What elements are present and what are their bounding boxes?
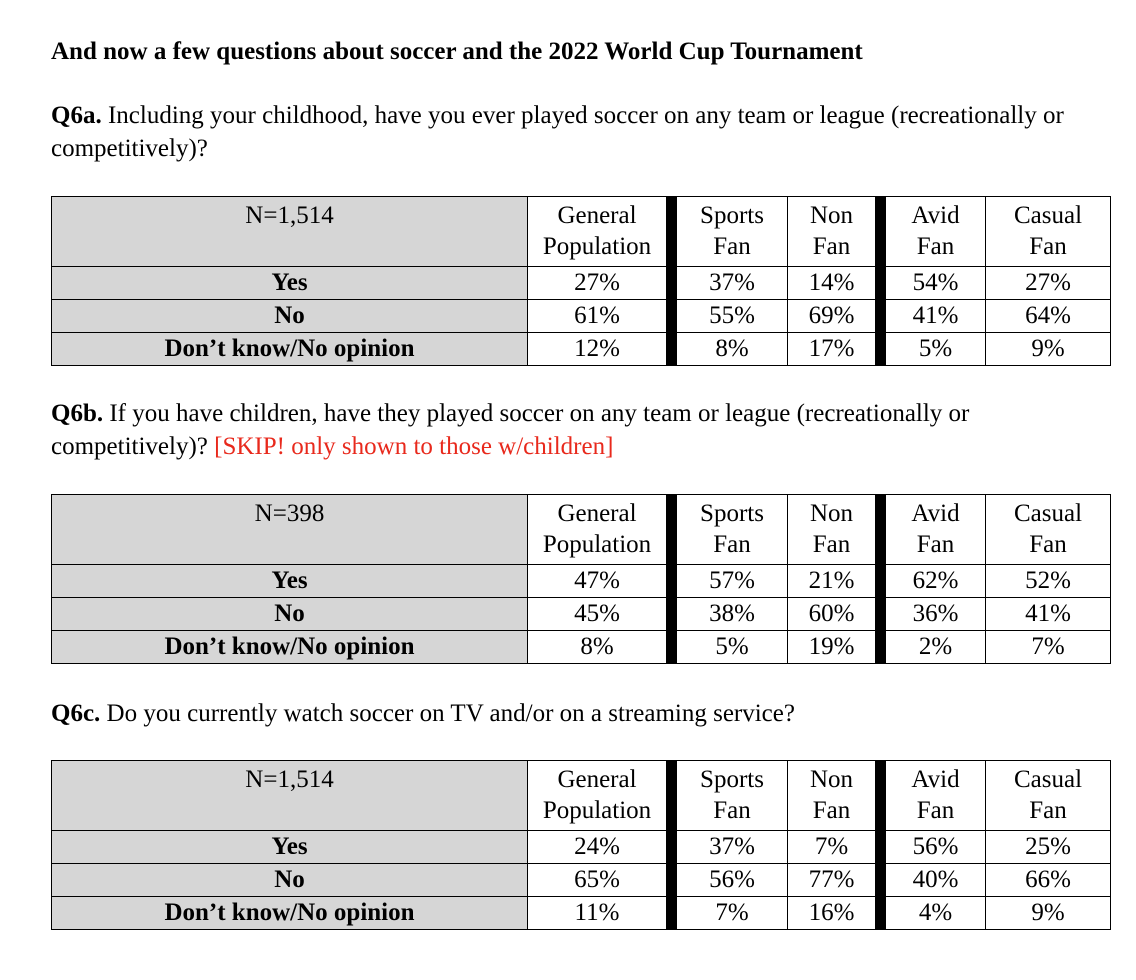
row-label: Don’t know/No opinion <box>52 897 528 930</box>
cell-value: 9% <box>986 333 1111 366</box>
column-header-general-population <box>528 761 672 831</box>
cell-value: 77% <box>788 864 881 897</box>
question-number: Q6b. <box>51 400 104 427</box>
column-header-line: General <box>557 766 637 793</box>
cell-value: 24% <box>528 831 672 864</box>
cell-value: 17% <box>788 333 881 366</box>
cell-value: 64% <box>986 300 1111 333</box>
cell-value: 65% <box>528 864 672 897</box>
column-header-line: General <box>557 500 637 527</box>
cell-value: 27% <box>528 267 672 300</box>
column-header-general-population <box>528 197 672 267</box>
row-label: Don’t know/No opinion <box>52 333 528 366</box>
cell-value: 25% <box>986 831 1111 864</box>
column-header-line: Sports <box>700 202 764 229</box>
question-q6a <box>51 99 1111 165</box>
cell-value: 69% <box>788 300 881 333</box>
column-header-line: Casual <box>1013 500 1083 527</box>
question-number: Q6c. <box>51 700 101 727</box>
column-header-line: Non <box>809 202 854 229</box>
cell-value: 4% <box>881 897 986 930</box>
results-table-q6c <box>51 760 1111 930</box>
cell-value: 57% <box>672 565 788 598</box>
cell-value: 45% <box>528 598 672 631</box>
row-label: No <box>52 864 528 897</box>
cell-value: 7% <box>986 631 1111 664</box>
column-header-line: Fan <box>713 531 751 558</box>
table-header-row <box>52 761 1111 831</box>
table-row-no <box>52 598 1111 631</box>
column-header-line: Population <box>542 531 652 558</box>
column-header-line: Fan <box>916 797 955 824</box>
cell-value: 19% <box>788 631 881 664</box>
results-table-q6a <box>51 196 1111 366</box>
column-header-line: Fan <box>713 797 751 824</box>
cell-value: 56% <box>881 831 986 864</box>
cell-value: 27% <box>986 267 1111 300</box>
column-header-line: Fan <box>713 233 751 260</box>
column-header-general-population <box>528 495 672 565</box>
cell-value: 21% <box>788 565 881 598</box>
column-header-line: Avid <box>911 202 960 229</box>
column-header-sports-fan <box>672 761 788 831</box>
column-header-line: Sports <box>700 766 764 793</box>
column-header-line: Fan <box>1029 797 1067 824</box>
table-row-yes <box>52 565 1111 598</box>
row-label: No <box>52 598 528 631</box>
cell-value: 47% <box>528 565 672 598</box>
column-header-line: Population <box>542 797 652 824</box>
table-row-no <box>52 300 1111 333</box>
column-header-line: Fan <box>812 531 851 558</box>
cell-value: 60% <box>788 598 881 631</box>
column-header-line: General <box>557 202 637 229</box>
column-header-line: Population <box>542 233 652 260</box>
column-header-sports-fan <box>672 495 788 565</box>
column-header-casual-fan <box>986 761 1111 831</box>
question-q6b <box>51 397 1111 463</box>
results-table-q6b <box>51 494 1111 664</box>
column-header-line: Casual <box>1013 202 1083 229</box>
page-heading: And now a few questions about soccer and the 2022 World Cup Tournament <box>51 38 863 65</box>
column-header-line: Fan <box>812 797 851 824</box>
row-label: Don’t know/No opinion <box>52 631 528 664</box>
cell-value: 62% <box>881 565 986 598</box>
cell-value: 38% <box>672 598 788 631</box>
question-text: Including your childhood, have you ever played soccer on any team or league (recreationally or competitively)? <box>51 102 1064 162</box>
cell-value: 41% <box>881 300 986 333</box>
cell-value: 12% <box>528 333 672 366</box>
table-row-yes <box>52 267 1111 300</box>
question-text: Do you currently watch soccer on TV and/or on a streaming service? <box>100 700 795 727</box>
cell-value: 56% <box>672 864 788 897</box>
column-header-sports-fan <box>672 197 788 267</box>
cell-value: 54% <box>881 267 986 300</box>
table-header-row <box>52 197 1111 267</box>
sample-size-label: N=1,514 <box>52 761 528 831</box>
question-q6c <box>51 697 1111 730</box>
column-header-casual-fan <box>986 197 1111 267</box>
column-header-line: Avid <box>911 766 960 793</box>
cell-value: 7% <box>788 831 881 864</box>
column-header-casual-fan <box>986 495 1111 565</box>
cell-value: 55% <box>672 300 788 333</box>
cell-value: 37% <box>672 267 788 300</box>
row-label: Yes <box>52 831 528 864</box>
row-label: Yes <box>52 267 528 300</box>
cell-value: 2% <box>881 631 986 664</box>
sample-size-label: N=398 <box>52 495 528 565</box>
column-header-line: Fan <box>916 233 955 260</box>
column-header-line: Sports <box>700 500 764 527</box>
cell-value: 37% <box>672 831 788 864</box>
cell-value: 5% <box>881 333 986 366</box>
column-header-non-fan <box>788 495 881 565</box>
cell-value: 8% <box>528 631 672 664</box>
sample-size-label: N=1,514 <box>52 197 528 267</box>
cell-value: 61% <box>528 300 672 333</box>
column-header-line: Fan <box>916 531 955 558</box>
column-header-line: Casual <box>1013 766 1083 793</box>
table-row-dont-know <box>52 631 1111 664</box>
column-header-avid-fan <box>881 761 986 831</box>
cell-value: 66% <box>986 864 1111 897</box>
column-header-line: Non <box>809 766 854 793</box>
column-header-non-fan <box>788 761 881 831</box>
cell-value: 40% <box>881 864 986 897</box>
column-header-avid-fan <box>881 197 986 267</box>
column-header-line: Fan <box>1029 531 1067 558</box>
question-text: If you have children, have they played soccer on any team or league (recreationally or competitively)? <box>51 400 970 460</box>
cell-value: 41% <box>986 598 1111 631</box>
row-label: Yes <box>52 565 528 598</box>
column-header-line: Avid <box>911 500 960 527</box>
table-row-dont-know <box>52 897 1111 930</box>
row-label: No <box>52 300 528 333</box>
table-header-row <box>52 495 1111 565</box>
cell-value: 16% <box>788 897 881 930</box>
skip-note: [SKIP! only shown to those w/children] <box>214 433 614 460</box>
table-row-yes <box>52 831 1111 864</box>
cell-value: 11% <box>528 897 672 930</box>
table-row-dont-know <box>52 333 1111 366</box>
cell-value: 5% <box>672 631 788 664</box>
cell-value: 52% <box>986 565 1111 598</box>
cell-value: 36% <box>881 598 986 631</box>
cell-value: 8% <box>672 333 788 366</box>
question-number: Q6a. <box>51 102 102 129</box>
cell-value: 9% <box>986 897 1111 930</box>
column-header-line: Non <box>809 500 854 527</box>
table-row-no <box>52 864 1111 897</box>
column-header-non-fan <box>788 197 881 267</box>
cell-value: 7% <box>672 897 788 930</box>
cell-value: 14% <box>788 267 881 300</box>
column-header-line: Fan <box>1029 233 1067 260</box>
column-header-line: Fan <box>812 233 851 260</box>
column-header-avid-fan <box>881 495 986 565</box>
